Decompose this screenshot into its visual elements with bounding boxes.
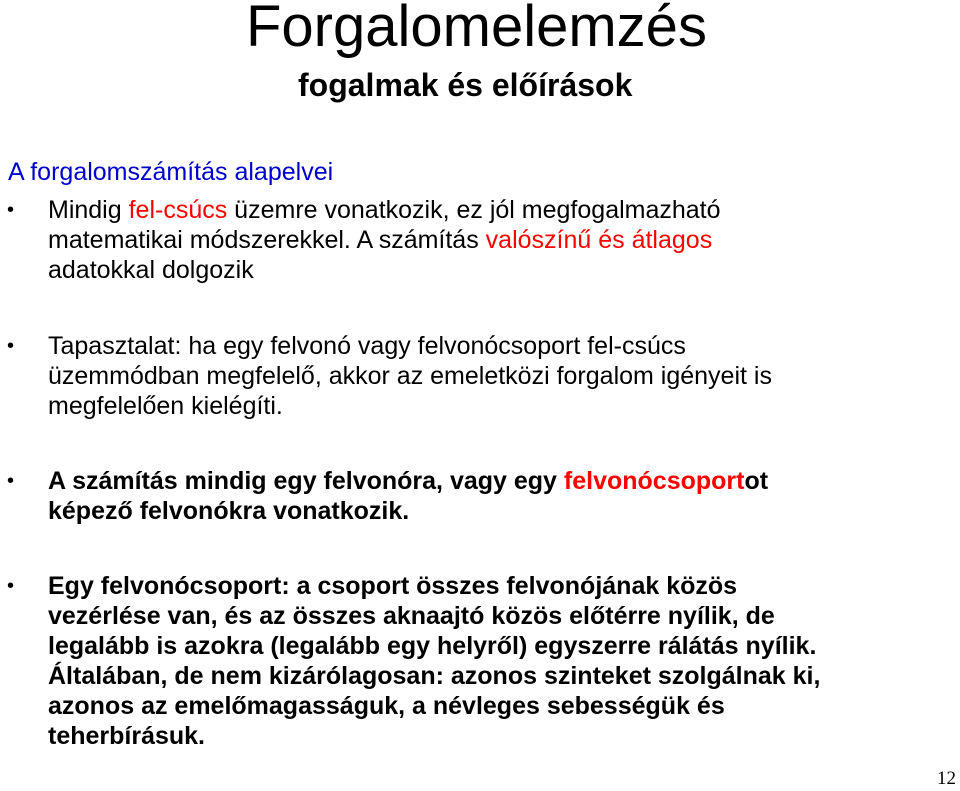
- text-segment: teherbírásuk.: [48, 722, 206, 750]
- text-line: [48, 195, 953, 225]
- bullet-text: [48, 195, 953, 285]
- section-heading: A forgalomszámítás alapelvei: [8, 158, 334, 186]
- text-segment: üzemmódban megfelelő, akkor az emeletközi forgalom igényeit is: [48, 362, 772, 390]
- text-segment: legalább is azokra (legalább egy helyről) egyszerre rálátás nyílik.: [48, 632, 817, 660]
- text-segment: ot: [744, 467, 769, 495]
- text-line: [48, 255, 953, 285]
- bullet-text: [48, 331, 953, 421]
- text-segment: Általában, de nem kizárólagosan: azonos szinteket szolgálnak ki,: [48, 662, 821, 690]
- bullet-text: [48, 466, 953, 526]
- text-line: [48, 601, 953, 631]
- text-segment: Egy felvonócsoport: a csoport összes felvonójának közös: [48, 572, 738, 600]
- slide-subtitle: fogalmak és előírások: [298, 67, 633, 103]
- text-line: [48, 691, 953, 721]
- text-line: [48, 661, 953, 691]
- bullet-marker: •: [7, 335, 15, 357]
- text-segment: Mindig: [48, 196, 129, 224]
- highlighted-text: valószínű és átlagos: [485, 226, 713, 254]
- text-segment: matematikai módszerekkel. A számítás: [48, 226, 486, 254]
- text-segment: képező felvonókra vonatkozik.: [48, 497, 410, 525]
- text-segment: A számítás mindig egy felvonóra, vagy egy: [48, 467, 564, 495]
- text-line: [48, 571, 953, 601]
- bullet-text: [48, 571, 953, 751]
- text-segment: Tapasztalat: ha egy felvonó vagy felvonócsoport fel-csúcs: [48, 332, 686, 360]
- text-segment: adatokkal dolgozik: [48, 256, 254, 284]
- text-segment: megfelelően kielégíti.: [48, 392, 283, 420]
- text-line: [48, 466, 953, 496]
- text-line: [48, 391, 953, 421]
- slide-title: Forgalomelemzés: [246, 0, 707, 59]
- text-line: [48, 361, 953, 391]
- bullet-marker: •: [7, 470, 15, 492]
- highlighted-text: fel-csúcs: [128, 196, 228, 224]
- bullet-marker: •: [7, 575, 15, 597]
- text-line: [48, 721, 953, 751]
- text-line: [48, 331, 953, 361]
- text-line: [48, 225, 953, 255]
- highlighted-text: felvonócsoport: [563, 467, 745, 495]
- text-line: [48, 631, 953, 661]
- text-segment: azonos az emelőmagasságuk, a névleges sebességük és: [48, 692, 725, 720]
- text-segment: üzemre vonatkozik, ez jól megfogalmazható: [227, 196, 721, 224]
- page-number: 12: [937, 768, 956, 789]
- text-segment: vezérlése van, és az összes aknaajtó közös előtérre nyílik, de: [48, 602, 775, 630]
- text-line: [48, 496, 953, 526]
- bullet-marker: •: [7, 199, 15, 221]
